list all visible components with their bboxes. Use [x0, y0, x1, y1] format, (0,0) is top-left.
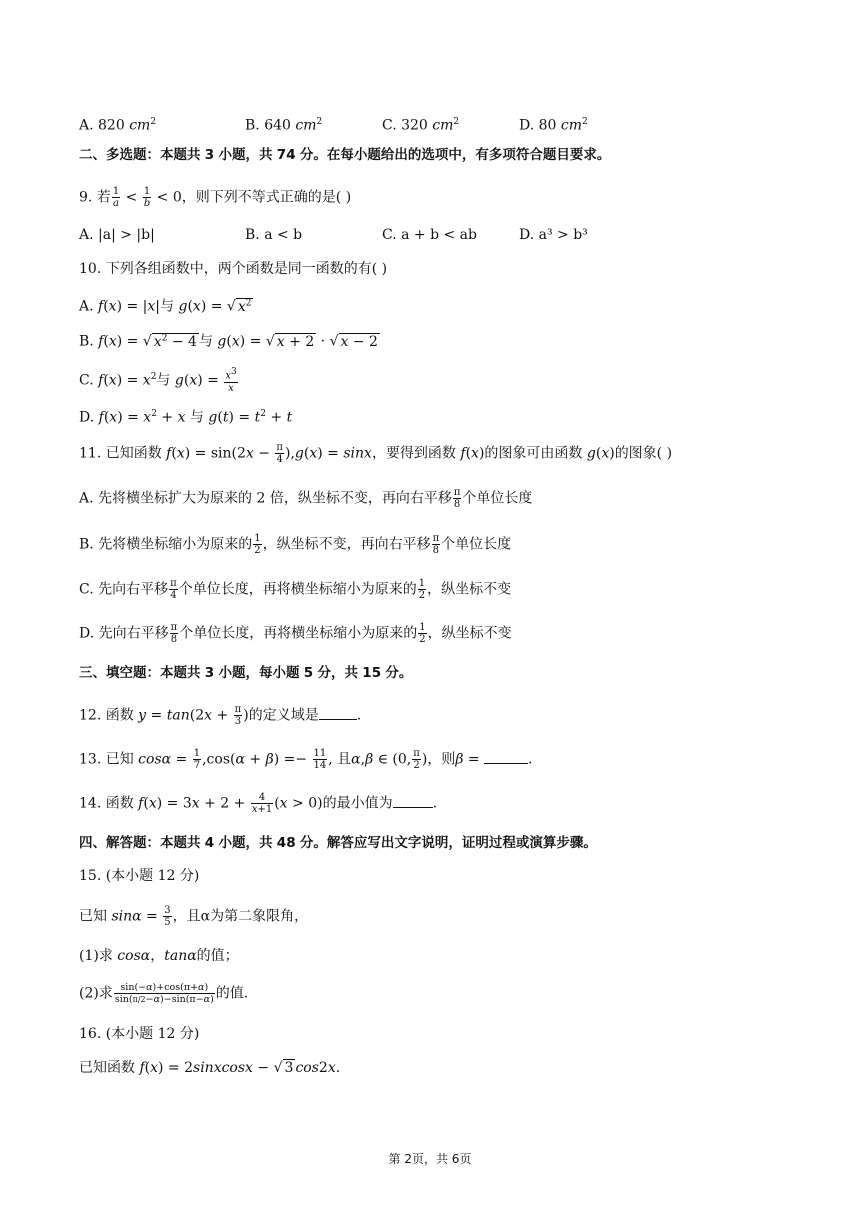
question-15-title: 15. (本小题 12 分) [79, 868, 200, 884]
q9-option-b: B. a < b [245, 227, 303, 243]
answer-blank[interactable] [393, 795, 433, 808]
q10-option-c: C. $f(x) = x^2$与 g(x) = $\frac{x^3}{x}$ [79, 367, 237, 394]
question-13: 13. 已知 cosα = $\frac{1}{7}$ ,cos(α + β) =− $\frac{11}{14}$ , 且α,β ∈ (0, $\frac{\pi}{2}$ )，则β = . [79, 748, 533, 771]
question-16-title: 16. (本小题 12 分) [79, 1026, 200, 1042]
question-15-part-1: (1)求 cosα，tanα的值； [79, 948, 239, 964]
q9-option-a: A. |a| > |b| [79, 227, 155, 243]
q10-option-b: B. f(x) = √ $x^2 - 4$ 与 g(x) = √ x + 2 · √ x − 2 [79, 333, 378, 350]
question-11: 11. 已知函数 f(x) = sin(2x − $\frac{\pi}{4}$ ),g(x) = sinx，要得到函数 f(x)的图象可由函数 g(x)的图象( ) [79, 442, 673, 465]
question-14: 14. 函数 f(x) = 3x + 2 + $\frac{4}{x+1}$ (x > 0)的最小值为 . [79, 792, 438, 815]
q11-option-a: A. 先将横坐标扩大为原来的 2 倍，纵坐标不变，再向右平移 $\frac{\pi}{8}$ 个单位长度 [79, 487, 533, 510]
q8-option-b: B. 640 $cm^2$ [245, 117, 323, 134]
section-heading-solve: 四、解答题：本题共 4 小题，共 48 分。解答应写出文字说明，证明过程或演算步骤。 [79, 835, 597, 851]
q10-option-a: A. f(x) = |x|与 g(x) = √ $x^2$ [79, 298, 252, 315]
q9-option-c: C. a + b < ab [382, 227, 477, 243]
answer-blank[interactable] [319, 707, 357, 720]
question-12: 12. 函数 y = tan(2x + $\frac{\pi}{3}$ )的定义域是 . [79, 704, 362, 727]
q8-option-d: D. 80 $cm^2$ [519, 117, 588, 134]
q11-option-d: D. 先向右平移 $\frac{\pi}{8}$ 个单位长度，再将横坐标缩小为原来的 $\frac{1}{2}$ ，纵坐标不变 [79, 622, 512, 645]
answer-blank[interactable] [484, 751, 528, 764]
q10-option-d: D. $f(x) = x^2 + x$ 与 $g(t) = t^2 + t$ [79, 409, 293, 426]
page-footer: 第 2页，共 6页 [388, 1152, 472, 1166]
q8-option-a: A. 820 $cm^2$ [79, 117, 157, 134]
question-15-part-2: (2)求 $\frac{\sin(-\alpha)+\cos(\pi+\alpha)}{\sin(\pi/2-\alpha)-\sin(\pi-\alpha)}$ 的值. [79, 982, 249, 1005]
section-heading-fill-blank: 三、填空题：本题共 3 小题，每小题 5 分，共 15 分。 [79, 665, 413, 681]
q11-option-b: B. 先将横坐标缩小为原来的 $\frac{1}{2}$ ，纵坐标不变，再向右平移 $\frac{\pi}{8}$ 个单位长度 [79, 533, 512, 556]
question-9: 9. 若 $\frac{1}{a}$ < $\frac{1}{b}$ < 0，则下列不等式正确的是( ) [79, 186, 352, 209]
question-16-given: 已知函数 f(x) = 2sinxcosx − √ 3 cos2x. [79, 1060, 341, 1076]
q9-option-d: D. a³ > b³ [519, 227, 588, 243]
q11-option-c: C. 先向右平移 $\frac{\pi}{4}$ 个单位长度，再将横坐标缩小为原来的 $\frac{1}{2}$ ，纵坐标不变 [79, 578, 512, 601]
q8-option-c: C. 320 $cm^2$ [382, 117, 460, 134]
question-10: 10. 下列各组函数中，两个函数是同一函数的有( ) [79, 261, 388, 277]
section-heading-multi-choice: 二、多选题：本题共 3 小题，共 74 分。在每小题给出的选项中，有多项符合题目要求。 [79, 147, 611, 163]
question-15-given: 已知 sinα = $\frac{3}{5}$ ，且α为第二象限角， [79, 905, 309, 928]
